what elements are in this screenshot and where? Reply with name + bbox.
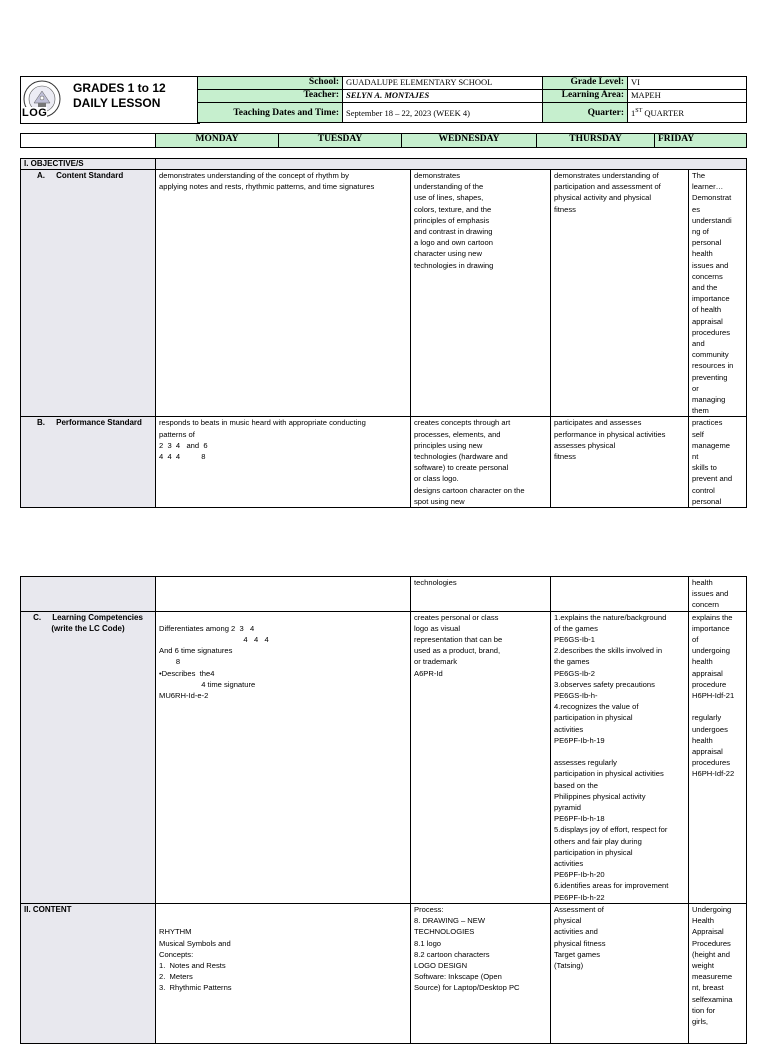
day-thursday: THURSDAY [537, 134, 655, 148]
competencies-music: Differentiates among 2 3 4 4 4 4 And 6 time signatures 8 •Describes the4 4 time signature MU6RH-Id-e-2 [156, 611, 411, 903]
day-wednesday: WEDNESDAY [402, 134, 537, 148]
performance-standard-label: B. Performance Standard [21, 417, 156, 508]
logo-text: LOG [22, 107, 48, 119]
day-friday: FRIDAY [655, 134, 747, 148]
days-header [20, 133, 747, 148]
dll-title-line2: DAILY LESSON [73, 96, 161, 110]
dates-label: Teaching Dates and Time: [198, 103, 343, 123]
teacher-label: Teacher: [198, 90, 343, 103]
area-value: MAPEH [628, 90, 747, 103]
continuation-health: health issues and concern [689, 577, 747, 612]
competencies-pe: 1.explains the nature/background of the games PE6GS-Ib-1 2.describes the skills involved in the games PE6GS-Ib-2 3.observes safety precautions PE6GS-Ib-h- 4.recognizes the value of participation in physical activities PE6PF-Ib-h-19 assesses regularly participation in physical activities based on the Philippines physical activity pyramid PE6PF-Ib-h-18 5.displays joy of effort, respect for others and fair play during participation in physical activities PE6PF-Ib-h-20 6.identifies areas for improvement PE6PF-Ib-h-22 [551, 611, 689, 903]
performance-standard-music: responds to beats in music heard with appropriate conducting patterns of 2 3 4 and 6 4 4 4 8 [156, 417, 411, 508]
performance-standard-arts: creates concepts through art processes, elements, and principles using new technologies (hardware and software) to create personal or class logo. designs cartoon character on the spot using new [411, 417, 551, 508]
content-standard-music: demonstrates understanding of the concept of rhythm by applying notes and rests, rhythmic patterns, and time signatures [156, 170, 411, 417]
continuation-pe [551, 577, 689, 612]
page2-table [20, 576, 747, 1044]
continuation-music [156, 577, 411, 612]
grade-value: VI [628, 77, 747, 90]
content-music: RHYTHM Musical Symbols and Concepts: 1. Notes and Rests 2. Meters 3. Rhythmic Patterns [156, 903, 411, 1043]
teacher-value: SELYN A. MONTAJES [343, 90, 543, 103]
performance-standard-pe: participates and assesses performance in physical activities assesses physical fitness [551, 417, 689, 508]
quarter-number: 1 [631, 107, 636, 118]
days-header-blank [21, 134, 156, 148]
grade-label: Grade Level: [543, 77, 628, 90]
objectives-heading: I. OBJECTIVE/S [21, 159, 156, 170]
continuation-arts: technologies [411, 577, 551, 612]
quarter-word: QUARTER [642, 107, 685, 118]
dates-value: September 18 – 22, 2023 (WEEK 4) [343, 103, 543, 123]
content-standard-label: A. Content Standard [21, 170, 156, 417]
competencies-arts: creates personal or class logo as visual representation that can be used as a product, brand, or trademark A6PR-Id [411, 611, 551, 903]
day-tuesday: TUESDAY [279, 134, 402, 148]
content-label: II. CONTENT [21, 903, 156, 1043]
quarter-superscript: ST [635, 107, 643, 114]
quarter-value [628, 103, 747, 123]
title-box [20, 76, 200, 124]
school-value: GUADALUPE ELEMENTARY SCHOOL [343, 77, 543, 90]
day-monday: MONDAY [156, 134, 279, 148]
content-health: Undergoing Health Appraisal Procedures (height and weight measureme nt, breast selfexamina tion for girls, [689, 903, 747, 1043]
school-label: School: [198, 77, 343, 90]
continuation-label [21, 577, 156, 612]
performance-standard-health: practices self manageme nt skills to prevent and control personal [689, 417, 747, 508]
page1-table [20, 158, 747, 508]
content-standard-pe: demonstrates understanding of participation and assessment of physical activity and physical fitness [551, 170, 689, 417]
area-label: Learning Area: [543, 90, 628, 103]
content-arts: Process: 8. DRAWING – NEW TECHNOLOGIES 8.1 logo 8.2 cartoon characters LOGO DESIGN Software: Inkscape (Open Source) for Laptop/Desktop PC [411, 903, 551, 1043]
dll-title-line1: GRADES 1 to 12 [73, 81, 166, 95]
objectives-heading-fill [156, 159, 747, 170]
competencies-label: C. Learning Competencies (write the LC Code) [21, 611, 156, 903]
header-info-table [197, 76, 747, 123]
competencies-health: explains the importance of undergoing health appraisal procedure H6PH-Idf-21 regularly undergoes health appraisal procedures H6PH-Idf-22 [689, 611, 747, 903]
content-pe: Assessment of physical activities and physical fitness Target games (Tatsing) [551, 903, 689, 1043]
content-standard-health: The learner… Demonstrat es understandi ng of personal health issues and concerns and the importance of health appraisal procedures and community resources in preventing or managing them [689, 170, 747, 417]
quarter-label: Quarter: [543, 103, 628, 123]
content-standard-arts: demonstrates understanding of the use of lines, shapes, colors, texture, and the principles of emphasis and contrast in drawing a logo and own cartoon character using new technologies in drawing [411, 170, 551, 417]
